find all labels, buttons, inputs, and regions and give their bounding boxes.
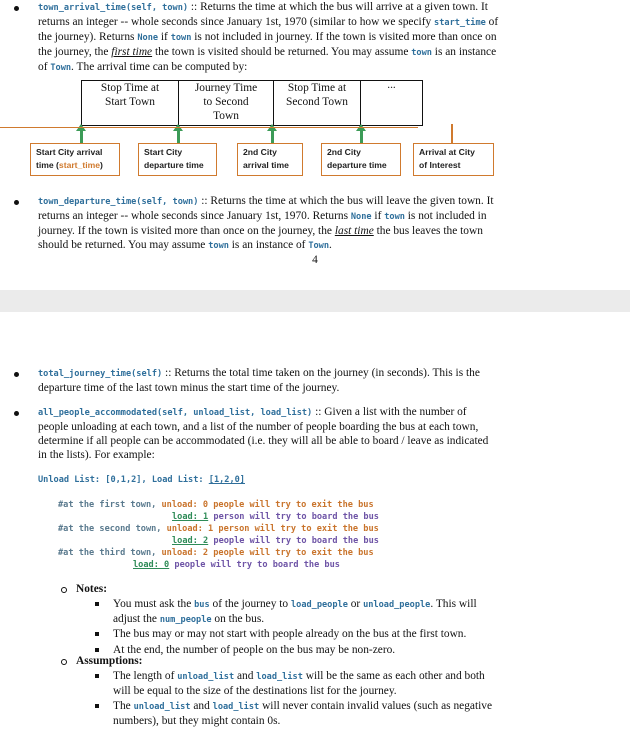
total-journey-time-paragraph xyxy=(38,366,563,395)
document-page-2 xyxy=(0,312,630,734)
start-city-departure-box: Start City departure time xyxy=(138,143,217,176)
sub-bullet-circle xyxy=(61,659,67,665)
table-cell-stop-time-start: Stop Time at Start Town xyxy=(100,82,160,108)
arrival-city-of-interest-box: Arrival at City of Interest xyxy=(413,143,494,176)
code-line: #at the third town, unload: 2 people will try to exit the bus xyxy=(58,548,374,558)
text-run: :: Given a list with the number of xyxy=(312,406,467,418)
code-token: town xyxy=(170,33,192,43)
code-token: all_people_accommodated(self, unload_list, load_list) xyxy=(38,408,313,418)
code-token: load_list xyxy=(256,672,303,682)
town-departure-time-paragraph xyxy=(38,194,563,253)
text-run: or xyxy=(347,598,364,610)
sub-list-item xyxy=(113,699,573,728)
code-token: town xyxy=(208,241,229,251)
table-cell-journey-time: Journey Time to Second Town xyxy=(194,82,258,122)
page-number: 4 xyxy=(312,254,318,266)
text-run: You must ask the xyxy=(113,598,195,610)
square-bullet xyxy=(95,674,99,678)
square-bullet xyxy=(95,648,99,652)
text-run: if xyxy=(158,31,171,43)
code-token: num_people xyxy=(159,615,212,625)
text-run: the journey, the xyxy=(38,46,112,58)
text-run: the bus leaves the town xyxy=(373,225,483,237)
table-cell-ellipsis: ... xyxy=(387,79,396,91)
notes-heading: Notes: xyxy=(76,583,107,595)
text-run: last time xyxy=(334,225,374,237)
text-run: is not included in xyxy=(404,210,487,222)
text-run: numbers), but they might contain 0s. xyxy=(113,715,281,727)
text-run: :: Returns the total time taken on the journey (in seconds). This is the xyxy=(162,367,480,379)
text-run: on the bus. xyxy=(211,613,265,625)
code-line: load: 2 people will try to board the bus xyxy=(172,536,379,546)
example-lists: Unload List: [0,1,2], Load List: [1,2,0] xyxy=(38,475,245,485)
text-run: At the end, the number of people on the bus may be non-zero. xyxy=(113,644,396,656)
text-run: . This will xyxy=(430,598,477,610)
code-token: bus xyxy=(194,600,210,610)
text-run: and xyxy=(190,700,213,712)
code-line: load: 1 person will try to board the bus xyxy=(172,512,379,522)
orange-connector-line xyxy=(0,127,418,128)
text-run: the journey). Returns xyxy=(38,31,138,43)
text-run: of xyxy=(485,16,499,28)
text-run: is an instance of xyxy=(228,239,309,251)
code-token: start_time xyxy=(434,18,486,28)
text-run: and xyxy=(234,670,257,682)
code-line: #at the first town, unload: 0 people will try to exit the bus xyxy=(58,500,374,510)
second-city-arrival-box: 2nd City arrival time xyxy=(237,143,303,176)
sub-list-item xyxy=(113,627,573,641)
text-run: adjust the xyxy=(113,613,160,625)
text-run: The xyxy=(113,700,134,712)
text-run: is an instance xyxy=(431,46,497,58)
sub-list-item xyxy=(113,669,573,698)
text-run: should be returned. You may assume xyxy=(38,239,209,251)
text-run: The length of xyxy=(113,670,178,682)
document-page-1 xyxy=(0,0,630,290)
text-run: . xyxy=(329,239,332,251)
text-run: people unloading at each town, and a list of the number of people boarding the bus at each town, xyxy=(38,421,479,433)
code-token: town_departure_time(self, town) xyxy=(38,197,199,207)
text-run: will be the same as each other and both xyxy=(302,670,485,682)
code-token: unload_list xyxy=(177,672,235,682)
code-token: Town xyxy=(308,241,330,251)
code-token: total_journey_time(self) xyxy=(38,369,163,379)
text-run: the town is visited should be returned. You may assume xyxy=(152,46,412,58)
bullet-dot xyxy=(14,372,19,377)
text-run: will be equal to the size of the destinations list for the journey. xyxy=(113,685,397,697)
text-run: returns an integer -- whole seconds since January 1st, 1970 (similar to how we specify xyxy=(38,16,435,28)
square-bullet xyxy=(95,632,99,636)
text-run: returns an integer -- whole seconds since January 1st, 1970. Returns xyxy=(38,210,351,222)
text-run: first time xyxy=(111,46,153,58)
text-run: :: Returns the time at which the bus will arrive at a given town. It xyxy=(188,1,488,13)
assumptions-heading: Assumptions: xyxy=(76,655,143,667)
text-run: . The arrival time can be computed by: xyxy=(71,61,248,73)
code-token: load_people xyxy=(290,600,348,610)
code-token: unload_list xyxy=(133,702,191,712)
bullet-dot xyxy=(14,200,19,205)
square-bullet xyxy=(95,602,99,606)
arrival-time-table xyxy=(81,80,423,126)
all-people-accommodated-paragraph xyxy=(38,405,563,462)
code-token: town xyxy=(384,212,405,222)
text-run: The bus may or may not start with people already on the bus at the first town. xyxy=(113,628,467,640)
text-run: departure time of the last town minus the start time of the journey. xyxy=(38,382,340,394)
text-run: :: Returns the time at which the bus will leave the given town. It xyxy=(198,195,494,207)
code-token: town xyxy=(411,48,432,58)
code-line: #at the second town, unload: 1 person will try to exit the bus xyxy=(58,524,379,534)
text-run: of xyxy=(38,61,51,73)
sub-list-item xyxy=(113,597,573,627)
code-token: Town xyxy=(50,63,72,73)
orange-arrow xyxy=(451,124,453,144)
code-token: unload_people xyxy=(363,600,431,610)
bullet-dot xyxy=(14,411,19,416)
start-city-arrival-box: Start City arrival time (start_time) xyxy=(30,143,120,176)
text-run: determine if all people can be accommodated (i.e. they will all be able to board / leave as indicated xyxy=(38,435,489,447)
code-token: None xyxy=(350,212,372,222)
code-line: load: 0 people will try to board the bus xyxy=(133,560,340,570)
table-cell-stop-time-second: Stop Time at Second Town xyxy=(286,82,348,108)
second-city-departure-box: 2nd City departure time xyxy=(321,143,401,176)
code-token: load_list xyxy=(212,702,260,712)
square-bullet xyxy=(95,704,99,708)
town-arrival-time-paragraph xyxy=(38,0,563,75)
text-run: of the journey to xyxy=(209,598,291,610)
text-run: if xyxy=(371,210,385,222)
bullet-dot xyxy=(14,6,19,11)
text-run: is not included in journey. If the town is visited more than once on xyxy=(191,31,497,43)
code-token: None xyxy=(137,33,159,43)
text-run: journey. If the town is visited more than once on the journey, the xyxy=(38,225,335,237)
text-run: will never contain invalid values (such as negative xyxy=(259,700,493,712)
code-token: town_arrival_time(self, town) xyxy=(38,3,189,13)
sub-bullet-circle xyxy=(61,587,67,593)
text-run: in the lists). For example: xyxy=(38,449,155,461)
